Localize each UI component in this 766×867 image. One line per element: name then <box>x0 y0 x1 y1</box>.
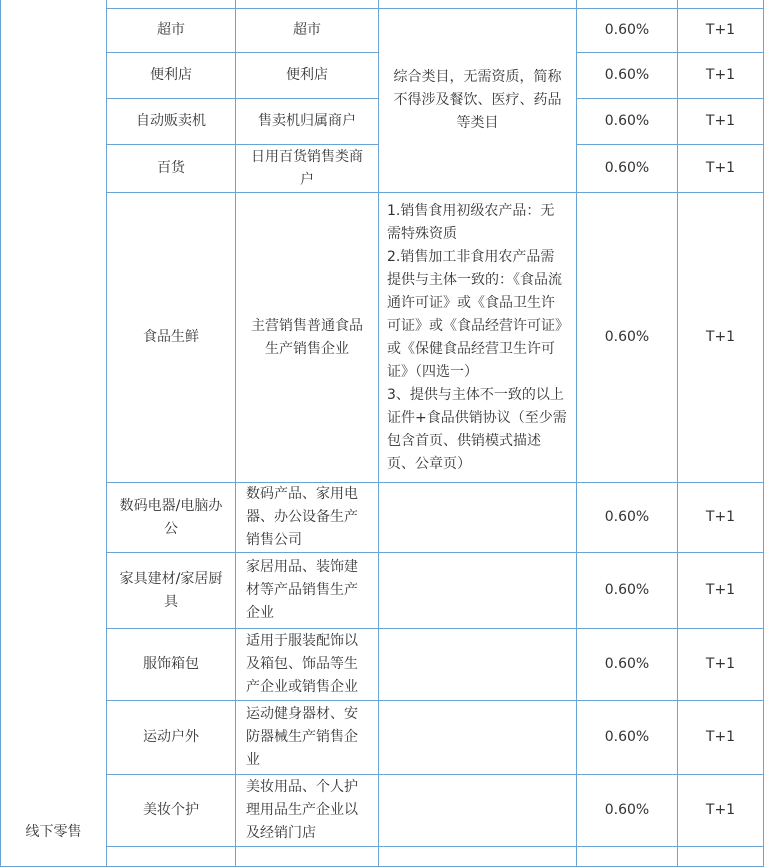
qualification-cell <box>379 701 577 775</box>
settle-cell: T+1 <box>678 145 764 193</box>
table-row <box>1 847 764 867</box>
scope-cell: 主营销售普通食品生产销售企业 <box>236 193 379 483</box>
rate-cell: 0.60% <box>577 775 678 847</box>
table-row <box>1 483 764 553</box>
industry-cell: 美妆个护 <box>107 775 236 847</box>
scope-cell: 数码产品、家用电器、办公设备生产销售公司 <box>236 483 379 553</box>
qualification-cell <box>379 629 577 701</box>
table-row <box>1 9 764 53</box>
scope-cell: 售卖机归属商户 <box>236 99 379 145</box>
scope-cell: 日用百货销售类商户 <box>236 145 379 193</box>
settle-cell: T+1 <box>678 483 764 553</box>
rate-cell: 0.60% <box>577 99 678 145</box>
settle-cell: T+1 <box>678 193 764 483</box>
rate-cell: 0.60% <box>577 53 678 99</box>
table-row <box>1 701 764 775</box>
rate-cell: 0.60% <box>577 145 678 193</box>
rate-cell: 0.60% <box>577 629 678 701</box>
settle-cell: T+1 <box>678 9 764 53</box>
settle-cell: T+1 <box>678 99 764 145</box>
table-row <box>1 0 764 9</box>
qualification-cell <box>379 775 577 847</box>
qualification-cell <box>379 483 577 553</box>
settle-cell: T+1 <box>678 629 764 701</box>
settle-cell: T+1 <box>678 53 764 99</box>
table-row <box>1 193 764 483</box>
rate-cell: 0.60% <box>577 193 678 483</box>
scope-cell: 超市 <box>236 9 379 53</box>
scope-cell: 适用于服装配饰以及箱包、饰品等生产企业或销售企业 <box>236 629 379 701</box>
industry-cell: 百货 <box>107 145 236 193</box>
table-row <box>1 775 764 847</box>
rate-cell: 0.60% <box>577 553 678 629</box>
category-cell: 线下零售 <box>1 0 107 867</box>
rate-cell: 0.60% <box>577 9 678 53</box>
settle-cell: T+1 <box>678 553 764 629</box>
scope-cell: 便利店 <box>236 53 379 99</box>
table-row <box>1 629 764 701</box>
industry-cell: 食品生鲜 <box>107 193 236 483</box>
industry-cell: 超市 <box>107 9 236 53</box>
rate-cell: 0.60% <box>577 701 678 775</box>
industry-cell: 便利店 <box>107 53 236 99</box>
table-row <box>1 553 764 629</box>
rate-cell: 0.60% <box>577 483 678 553</box>
scope-cell: 美妆用品、个人护理用品生产企业以及经销门店 <box>236 775 379 847</box>
industry-cell: 服饰箱包 <box>107 629 236 701</box>
qualification-cell: 1.销售食用初级农产品：无需特殊资质 2.销售加工非食用农产品需提供与主体一致的：《食品流通许可证》或《食品卫生许可证》或《食品经营许可证》或《保健食品经营卫生许可证》（四选一） 3、提供与主体不一致的以上证件+食品供销协议（至少需包含首页、供销模式描述页、公章页） <box>379 193 577 483</box>
scope-cell: 运动健身器材、安防器械生产销售企业 <box>236 701 379 775</box>
settle-cell: T+1 <box>678 701 764 775</box>
scope-cell: 家居用品、装饰建材等产品销售生产企业 <box>236 553 379 629</box>
industry-cell: 家具建材/家居厨具 <box>107 553 236 629</box>
industry-cell: 自动贩卖机 <box>107 99 236 145</box>
industry-cell: 运动户外 <box>107 701 236 775</box>
qualification-cell: 综合类目，无需资质，简称不得涉及餐饮、医疗、药品等类目 <box>379 9 577 193</box>
industry-cell: 数码电器/电脑办公 <box>107 483 236 553</box>
settle-cell: T+1 <box>678 775 764 847</box>
qualification-cell <box>379 553 577 629</box>
